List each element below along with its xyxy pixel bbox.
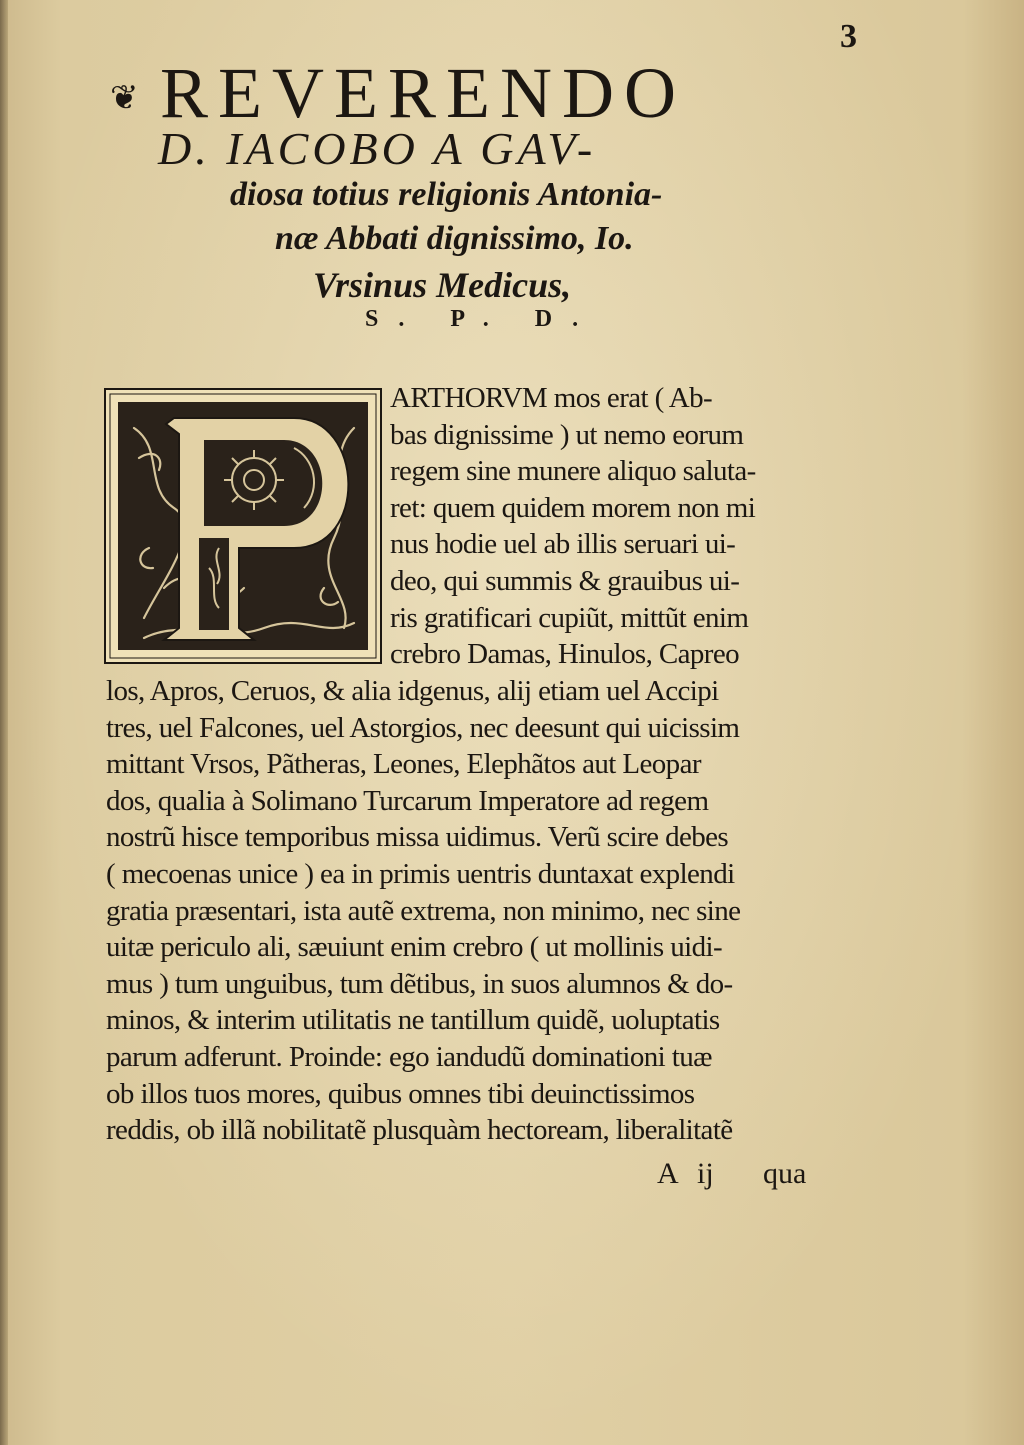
title-line-6: S. P. D. [365, 306, 599, 332]
text-line: ob illos tuos mores, quibus omnes tibi deuinctissimos [106, 1077, 695, 1110]
title-line-3: diosa totius religionis Antonia- [230, 176, 663, 213]
catchword: qua [763, 1157, 807, 1190]
text-line: nostrũ hisce temporibus missa uidimus. Verũ scire debes [106, 821, 729, 854]
signature-number: ij [697, 1157, 714, 1190]
text-line: gratia præsentari, ista autẽ extrema, non minimo, nec sine [106, 894, 741, 927]
signature-mark: A [657, 1157, 679, 1190]
text-line: mus ) tum unguibus, tum dẽtibus, in suos alumnos & do- [106, 967, 733, 1000]
text-line: ( mecoenas unice ) ea in primis uentris duntaxat explendi [106, 857, 735, 890]
text-line: ARTHORVM mos erat ( Ab- [390, 382, 713, 414]
decorated-initial-p [104, 388, 382, 664]
text-line: regem sine munere aliquo saluta- [390, 455, 756, 488]
text-line: bas dignissime ) ut nemo eorum [390, 418, 744, 451]
text-line: mittant Vrsos, Pãtheras, Leones, Elephãtos aut Leopar [106, 748, 701, 781]
text-line: dos, qualia à Solimano Turcarum Imperatore ad regem [106, 784, 709, 817]
text-line: minos, & interim utilitatis ne tantillum quidẽ, uoluptatis [106, 1004, 720, 1037]
text-line: los, Apros, Ceruos, & alia idgenus, alij etiam uel Accipi [106, 675, 719, 707]
folio-number: 3 [840, 18, 857, 55]
title-line-4: næ Abbati dignissimo, Io. [275, 220, 634, 257]
text-line: deo, qui summis & grauibus ui- [390, 564, 740, 597]
text-line: ret: quem quidem morem non mi [390, 491, 756, 524]
fleuron-ornament-icon: ❦ [110, 80, 139, 117]
title-line-1: REVERENDO [160, 53, 686, 133]
binding-gutter [0, 0, 8, 1445]
title-line-5: Vrsinus Medicus, [313, 265, 572, 305]
text-line: ris gratificari cupiũt, mittũt enim [390, 601, 749, 634]
text-line: crebro Damas, Hinulos, Capreo [390, 638, 740, 671]
text-line: nus hodie uel ab illis seruari ui- [390, 528, 736, 561]
text-line: parum adferunt. Proinde: ego iandudũ dominationi tuæ [106, 1040, 712, 1073]
text-beside-initial [390, 380, 756, 673]
title-line-2: D. IACOBO A GAV- [158, 123, 597, 174]
text-line: uitæ periculo ali, sæuiunt enim crebro ( ut mollinis uidi- [106, 931, 723, 964]
text-line: reddis, ob illã nobilitatẽ plusquàm hectoream, liberalitatẽ [106, 1114, 733, 1147]
text-full-width [106, 673, 740, 1149]
text-line: tres, uel Falcones, uel Astorgios, nec deesunt qui uicissim [106, 711, 740, 744]
